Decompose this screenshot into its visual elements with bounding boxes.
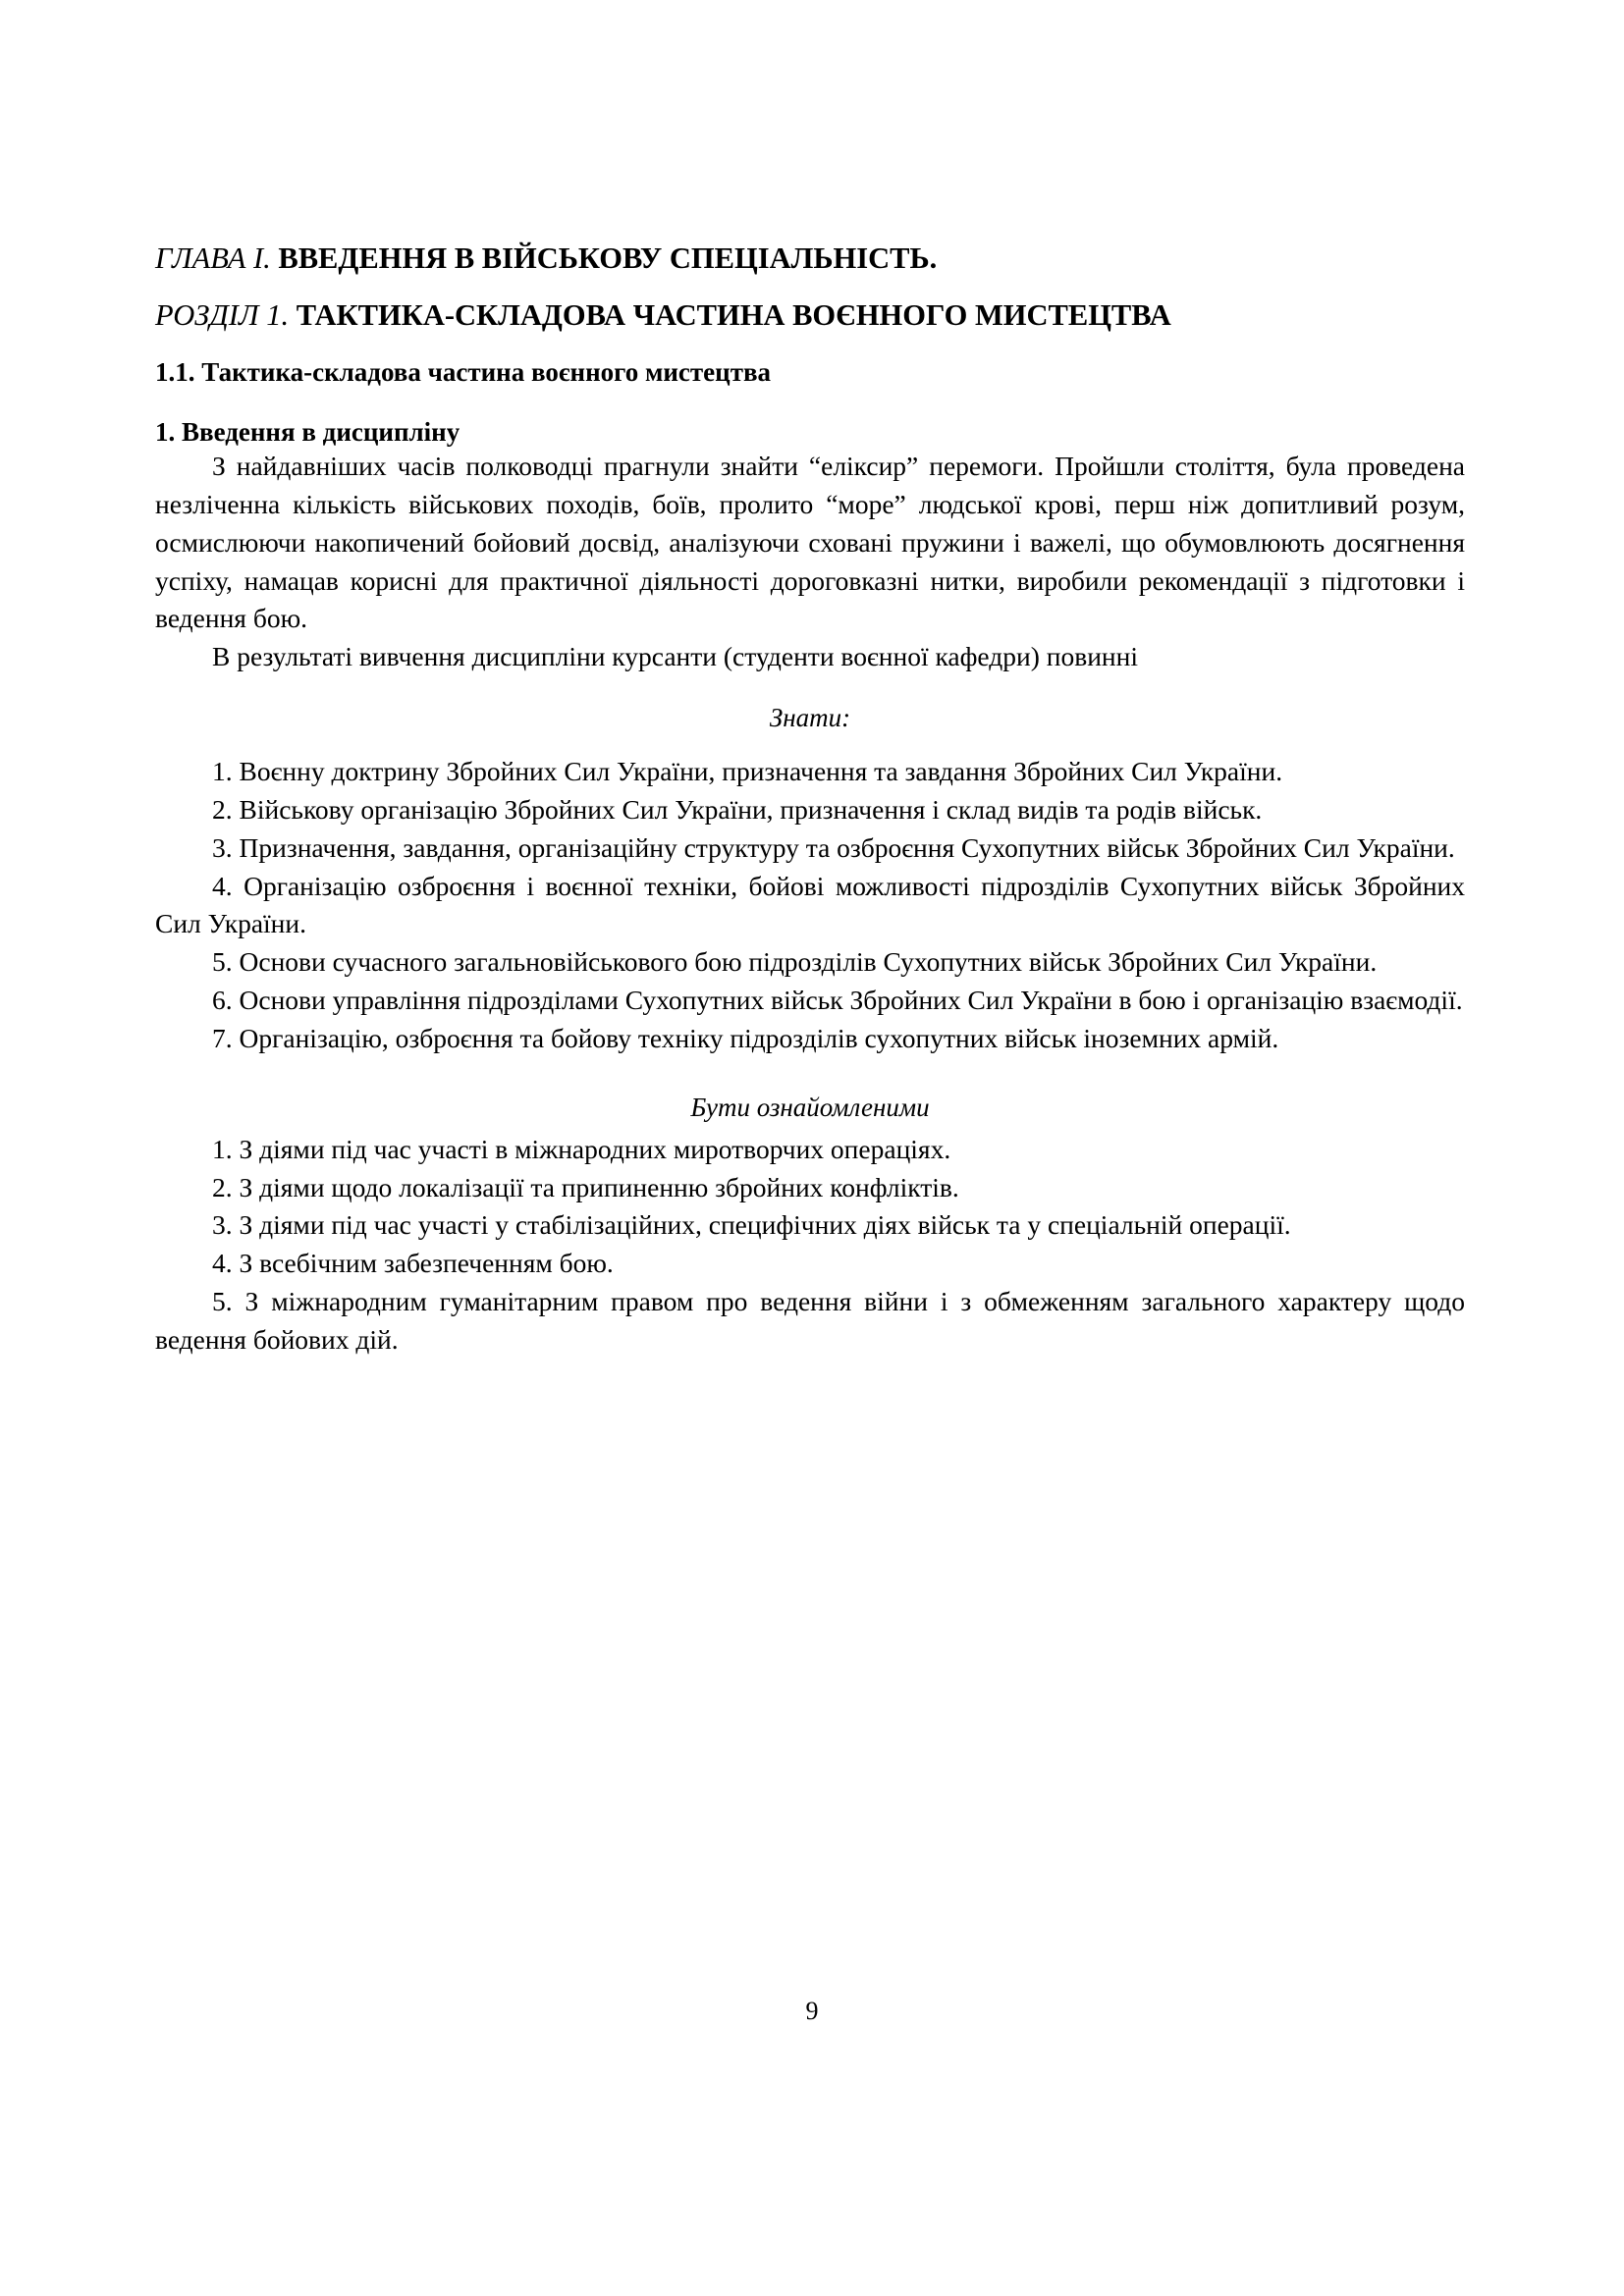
spacer-before-familiar-heading [155,1058,1465,1092]
page-content [155,0,1465,1360]
section-title: ТАКТИКА-СКЛАДОВА ЧАСТИНА ВОЄННОГО МИСТЕЦТВА [296,298,1171,333]
page-number: 9 [805,1997,819,2025]
section-heading [155,298,1465,332]
subsection-heading: 1.1. Тактика-складова частина воєнного мистецтва [155,357,772,388]
know-heading: Знати: [769,703,851,732]
list-item: 4. Організацію озброєння і воєнної техніки, бойові можливості підрозділів Сухопутних військ Збройних Сил України. [155,870,1465,939]
result-paragraph: В результаті вивчення дисципліни курсанти (студенти воєнної кафедри) повинні [212,641,1139,672]
list-item: 2. З діями щодо локалізації та припиненню збройних конфліктів. [212,1171,959,1202]
spacer-after-chapter [155,275,1465,298]
topic-heading: 1. Введення в дисципліну [155,417,460,448]
chapter-label: ГЛАВА I. [155,241,271,275]
spacer-after-section [155,332,1465,357]
familiar-heading: Бути ознайомленими [690,1092,930,1122]
list-item: 7. Організацію, озброєння та бойову техніку підрозділів сухопутних військ іноземних армій. [212,1022,1279,1053]
list-item: 4. З всебічним забезпеченням бою. [212,1248,614,1279]
list-item: 1. Воєнну доктрину Збройних Сил України, призначення та завдання Збройних Сил України. [212,756,1283,787]
spacer-before-know-heading [155,676,1465,702]
list-item: 6. Основи управління підрозділами Сухопутних військ Збройних Сил України в бою і організацію взаємодії. [212,984,1463,1015]
list-item: 3. Призначення, завдання, організаційну структуру та озброєння Сухопутних військ Збройних Сил України. [212,831,1455,863]
spacer-after-subsection [155,388,1465,417]
list-item: 2. Військову організацію Збройних Сил України, призначення і склад видів та родів військ. [212,794,1263,826]
intro-paragraph: З найдавніших часів полководці прагнули знайти “еліксир” перемоги. Пройшли століття, була проведена незліченна кількість військових походів, боїв, пролито “море” людської крові, перш ніж допитливий розум, осмислюючи накопичений бойовий досвід, аналізуючи сховані пружини і важелі, що обумовлюють досягнення успіху, намацав корисні для практичної діяльності дороговказні нитки, виробили рекомендації з підготовки і ведення бою. [155,451,1465,634]
spacer-after-know-heading [155,733,1465,753]
spacer-after-familiar-heading [155,1123,1465,1131]
top-margin-spacer [155,0,1465,241]
section-label: РОЗДІЛ 1. [155,298,290,333]
list-item: 3. З діями під час участі у стабілізаційних, специфічних діях військ та у спеціальній операції. [212,1209,1291,1241]
list-item: 1. З діями під час участі в міжнародних миротворчих операціях. [212,1133,951,1164]
list-item: 5. З міжнародним гуманітарним правом про ведення війни і з обмеженням загального характеру щодо ведення бойових дій. [155,1285,1465,1355]
list-item: 5. Основи сучасного загальновійськового бою підрозділів Сухопутних військ Збройних Сил України. [212,946,1378,978]
chapter-heading [155,241,1465,275]
chapter-title: ВВЕДЕННЯ В ВІЙСЬКОВУ СПЕЦІАЛЬНІСТЬ. [278,241,938,275]
